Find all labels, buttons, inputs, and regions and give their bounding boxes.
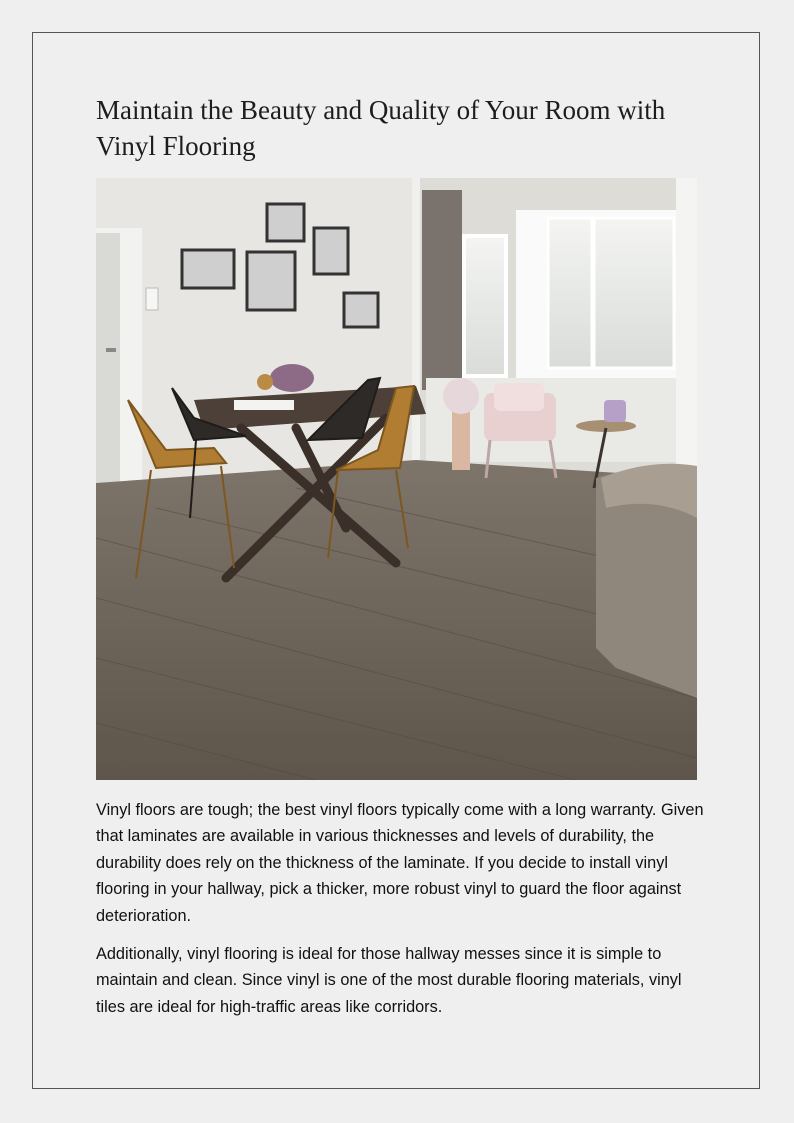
paragraph: Additionally, vinyl flooring is ideal for those hallway messes since it is simple to maintain and clean. Since vinyl is one of the most durable flooring materials, vinyl tiles are ideal for high-traffic areas like corridors. — [96, 945, 682, 1016]
paragraph: Vinyl floors are tough; the best vinyl floors typically come with a long warranty. Given that laminates are available in various thicknesses and levels of durability, the durability does rely on the thickness of the laminate. If you decide to install vinyl flooring in your hallway, pick a thicker, more robust vinyl to guard the floor against deterioration. — [96, 801, 704, 925]
article-body — [96, 797, 708, 1032]
room-photo — [96, 178, 697, 780]
article-title: Maintain the Beauty and Quality of Your Room with Vinyl Flooring — [96, 95, 666, 161]
